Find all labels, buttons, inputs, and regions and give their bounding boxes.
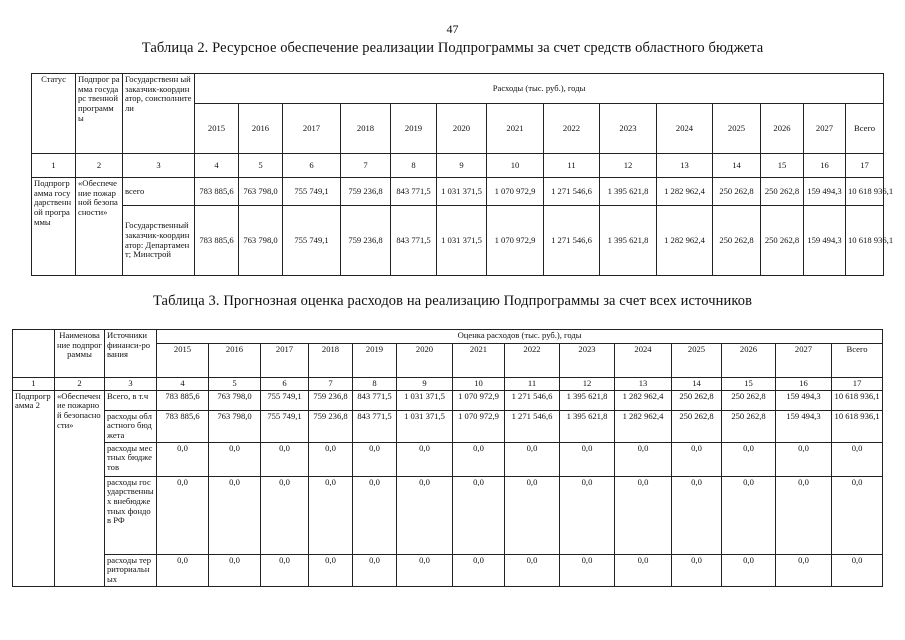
row-label: расходы государственных внебюджетных фондов РФ — [105, 476, 157, 554]
year-header: 2023 — [600, 104, 657, 154]
column-number: 14 — [713, 154, 761, 178]
value-cell: 159 494,3 — [776, 410, 832, 442]
value-cell: 763 798,0 — [209, 410, 261, 442]
customer-header: Государственн ый заказчик-координатор, соисполнители — [123, 74, 195, 154]
column-number: 15 — [761, 154, 804, 178]
value-cell: 763 798,0 — [239, 206, 283, 276]
forecast-table — [12, 329, 883, 587]
value-cell: 10 618 936,1 — [832, 410, 883, 442]
year-header: 2019 — [391, 104, 437, 154]
row-label: Всего, в т.ч — [105, 390, 157, 410]
value-cell: 755 749,1 — [261, 410, 309, 442]
year-header: 2025 — [672, 344, 722, 378]
year-header: 2020 — [437, 104, 487, 154]
value-cell: 0,0 — [353, 476, 397, 554]
column-number: 9 — [397, 378, 453, 391]
value-cell: 1 271 546,6 — [505, 410, 560, 442]
column-number: 9 — [437, 154, 487, 178]
value-cell: 0,0 — [615, 476, 672, 554]
value-cell: 0,0 — [615, 554, 672, 586]
row-label: всего — [123, 178, 195, 206]
row-label: расходы областного бюджета — [105, 410, 157, 442]
year-header: 2018 — [341, 104, 391, 154]
column-number: 11 — [544, 154, 600, 178]
table2-title: Таблица 2. Ресурсное обеспечение реализации Подпрограммы за счет средств областного бюджета — [141, 40, 764, 56]
value-cell: 1 395 621,8 — [560, 410, 615, 442]
year-header: 2019 — [353, 344, 397, 378]
column-number: 17 — [846, 154, 884, 178]
status-header: Статус — [32, 74, 76, 154]
column-number: 6 — [283, 154, 341, 178]
year-header: 2026 — [761, 104, 804, 154]
value-cell: 250 262,8 — [761, 206, 804, 276]
column-number: 2 — [55, 378, 105, 391]
blank-header — [13, 330, 55, 378]
value-cell: 755 749,1 — [283, 178, 341, 206]
row-label: Государственный заказчик-координатор: Департамент; Минстрой — [123, 206, 195, 276]
expenses-header: Оценка расходов (тыс. руб.), годы — [157, 330, 883, 344]
value-cell: 783 885,6 — [195, 178, 239, 206]
value-cell: 250 262,8 — [761, 178, 804, 206]
value-cell: 159 494,3 — [804, 206, 846, 276]
value-cell: 1 031 371,5 — [437, 206, 487, 276]
column-number: 5 — [209, 378, 261, 391]
page-number: 47 — [446, 22, 459, 36]
value-cell: 783 885,6 — [195, 206, 239, 276]
column-number: 3 — [123, 154, 195, 178]
value-cell: 843 771,5 — [353, 390, 397, 410]
value-cell: 0,0 — [672, 476, 722, 554]
year-header: 2027 — [804, 104, 846, 154]
value-cell: 250 262,8 — [722, 390, 776, 410]
value-cell: 783 885,6 — [157, 390, 209, 410]
value-cell: 843 771,5 — [391, 206, 437, 276]
value-cell: 755 749,1 — [283, 206, 341, 276]
year-header: Всего — [832, 344, 883, 378]
column-number: 5 — [239, 154, 283, 178]
value-cell: 10 618 936,1 — [832, 390, 883, 410]
value-cell: 759 236,8 — [309, 390, 353, 410]
value-cell: 0,0 — [505, 442, 560, 476]
value-cell: 0,0 — [261, 476, 309, 554]
value-cell: 1 395 621,8 — [560, 390, 615, 410]
year-header: 2016 — [239, 104, 283, 154]
year-header: Всего — [846, 104, 884, 154]
subprogram-cell: «Обеспечение пожарной безопасности» — [55, 390, 105, 586]
year-header: 2015 — [157, 344, 209, 378]
subprogram-cell: «Обеспечение пожарной безопасности» — [76, 178, 123, 276]
value-cell: 0,0 — [832, 442, 883, 476]
column-number: 12 — [600, 154, 657, 178]
value-cell: 0,0 — [776, 442, 832, 476]
column-number: 4 — [195, 154, 239, 178]
row-label: расходы территориальных — [105, 554, 157, 586]
value-cell: 1 070 972,9 — [487, 206, 544, 276]
resource-table — [31, 73, 894, 276]
value-cell: 0,0 — [776, 554, 832, 586]
column-number: 7 — [309, 378, 353, 391]
year-header: 2018 — [309, 344, 353, 378]
value-cell: 759 236,8 — [341, 206, 391, 276]
value-cell: 0,0 — [560, 476, 615, 554]
value-cell: 0,0 — [309, 442, 353, 476]
value-cell: 1 070 972,9 — [487, 178, 544, 206]
year-header: 2024 — [615, 344, 672, 378]
value-cell: 0,0 — [397, 442, 453, 476]
column-number: 1 — [32, 154, 76, 178]
column-number: 1 — [13, 378, 55, 391]
column-number: 8 — [353, 378, 397, 391]
value-cell: 763 798,0 — [239, 178, 283, 206]
column-number: 17 — [832, 378, 883, 391]
year-header: 2022 — [505, 344, 560, 378]
value-cell: 0,0 — [722, 442, 776, 476]
value-cell: 10 618 936,1 — [846, 206, 884, 276]
year-header: 2021 — [487, 104, 544, 154]
column-number: 2 — [76, 154, 123, 178]
value-cell: 1 031 371,5 — [397, 410, 453, 442]
value-cell: 1 282 962,4 — [615, 390, 672, 410]
table3-title: Таблица 3. Прогнозная оценка расходов на реализацию Подпрограммы за счет всех источников — [152, 293, 753, 309]
value-cell: 0,0 — [157, 476, 209, 554]
value-cell: 1 282 962,4 — [657, 206, 713, 276]
year-header: 2024 — [657, 104, 713, 154]
sources-header: Источники финанси-рования — [105, 330, 157, 378]
value-cell: 0,0 — [397, 476, 453, 554]
value-cell: 0,0 — [832, 554, 883, 586]
value-cell: 0,0 — [157, 554, 209, 586]
value-cell: 1 070 972,9 — [453, 390, 505, 410]
column-number: 7 — [341, 154, 391, 178]
value-cell: 0,0 — [722, 554, 776, 586]
value-cell: 783 885,6 — [157, 410, 209, 442]
value-cell: 0,0 — [776, 476, 832, 554]
year-header: 2017 — [283, 104, 341, 154]
value-cell: 250 262,8 — [672, 390, 722, 410]
value-cell: 0,0 — [261, 442, 309, 476]
year-header: 2025 — [713, 104, 761, 154]
column-number: 4 — [157, 378, 209, 391]
year-header: 2015 — [195, 104, 239, 154]
value-cell: 0,0 — [209, 442, 261, 476]
column-number: 15 — [722, 378, 776, 391]
value-cell: 1 395 621,8 — [600, 206, 657, 276]
column-number: 14 — [672, 378, 722, 391]
year-header: 2017 — [261, 344, 309, 378]
value-cell: 0,0 — [209, 476, 261, 554]
value-cell: 1 271 546,6 — [544, 178, 600, 206]
value-cell: 843 771,5 — [353, 410, 397, 442]
value-cell: 0,0 — [157, 442, 209, 476]
value-cell: 0,0 — [505, 554, 560, 586]
value-cell: 0,0 — [353, 442, 397, 476]
expenses-header: Расходы (тыс. руб.), годы — [195, 74, 884, 104]
row-label: расходы местных бюджетов — [105, 442, 157, 476]
value-cell: 0,0 — [209, 554, 261, 586]
value-cell: 0,0 — [560, 554, 615, 586]
value-cell: 10 618 936,1 — [846, 178, 884, 206]
value-cell: 1 070 972,9 — [453, 410, 505, 442]
value-cell: 0,0 — [353, 554, 397, 586]
value-cell: 159 494,3 — [776, 390, 832, 410]
value-cell: 1 282 962,4 — [615, 410, 672, 442]
value-cell: 0,0 — [309, 476, 353, 554]
status-cell: Подпрограмма 2 — [13, 390, 55, 586]
column-number: 3 — [105, 378, 157, 391]
column-number: 8 — [391, 154, 437, 178]
value-cell: 0,0 — [309, 554, 353, 586]
value-cell: 0,0 — [560, 442, 615, 476]
year-header: 2020 — [397, 344, 453, 378]
column-number: 16 — [776, 378, 832, 391]
value-cell: 0,0 — [505, 476, 560, 554]
year-header: 2016 — [209, 344, 261, 378]
value-cell: 755 749,1 — [261, 390, 309, 410]
column-number: 13 — [615, 378, 672, 391]
value-cell: 0,0 — [453, 554, 505, 586]
value-cell: 1 395 621,8 — [600, 178, 657, 206]
value-cell: 0,0 — [453, 476, 505, 554]
value-cell: 1 031 371,5 — [437, 178, 487, 206]
year-header: 2022 — [544, 104, 600, 154]
value-cell: 250 262,8 — [722, 410, 776, 442]
column-number: 16 — [804, 154, 846, 178]
column-number: 10 — [453, 378, 505, 391]
subprogram-header: Подпрог рамма государс твенной программ ы — [76, 74, 123, 154]
value-cell: 0,0 — [615, 442, 672, 476]
year-header: 2023 — [560, 344, 615, 378]
status-cell: Подпрограмма государственной программы — [32, 178, 76, 276]
column-number: 13 — [657, 154, 713, 178]
value-cell: 1 271 546,6 — [544, 206, 600, 276]
column-number: 11 — [505, 378, 560, 391]
value-cell: 159 494,3 — [804, 178, 846, 206]
value-cell: 0,0 — [261, 554, 309, 586]
value-cell: 0,0 — [722, 476, 776, 554]
value-cell: 0,0 — [397, 554, 453, 586]
name-header: Наименование подпрограммы — [55, 330, 105, 378]
value-cell: 1 031 371,5 — [397, 390, 453, 410]
value-cell: 759 236,8 — [341, 178, 391, 206]
column-number: 12 — [560, 378, 615, 391]
value-cell: 1 282 962,4 — [657, 178, 713, 206]
value-cell: 763 798,0 — [209, 390, 261, 410]
value-cell: 0,0 — [672, 442, 722, 476]
value-cell: 0,0 — [453, 442, 505, 476]
value-cell: 250 262,8 — [672, 410, 722, 442]
column-number: 10 — [487, 154, 544, 178]
value-cell: 0,0 — [672, 554, 722, 586]
value-cell: 843 771,5 — [391, 178, 437, 206]
value-cell: 0,0 — [832, 476, 883, 554]
year-header: 2021 — [453, 344, 505, 378]
value-cell: 250 262,8 — [713, 206, 761, 276]
value-cell: 759 236,8 — [309, 410, 353, 442]
value-cell: 250 262,8 — [713, 178, 761, 206]
value-cell: 1 271 546,6 — [505, 390, 560, 410]
year-header: 2026 — [722, 344, 776, 378]
year-header: 2027 — [776, 344, 832, 378]
column-number: 6 — [261, 378, 309, 391]
